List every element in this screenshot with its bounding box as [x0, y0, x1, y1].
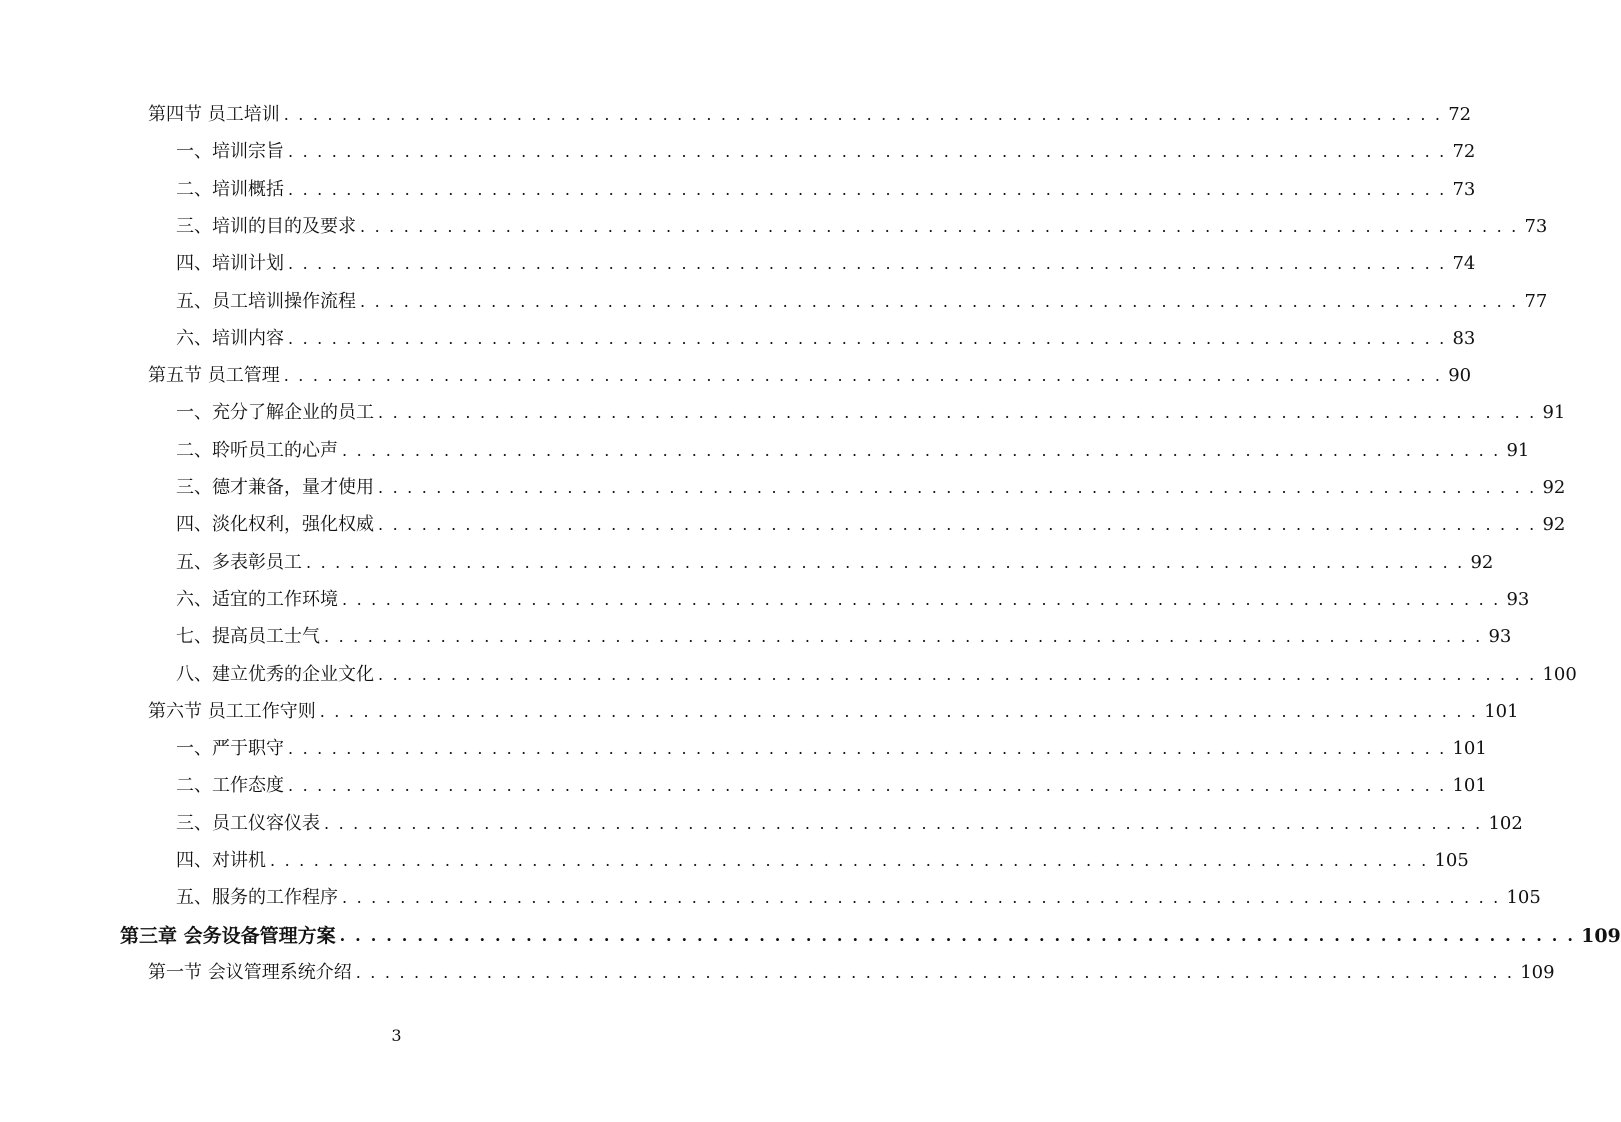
toc-entry-label: 六、适宜的工作环境: [176, 588, 338, 610]
toc-leader-dots: . . . . . . . . . . . . . . . . . . . . . . . . . . . . . . . . . . . . . . . . . . . . . . . . . . . . . . . . . . . . . . . . . . . . . . . . . . . . . . . .: [288, 776, 1447, 796]
toc-entry: [148, 100, 1472, 130]
toc-entry-label: 四、对讲机: [176, 850, 266, 871]
toc-entry-page: 72: [1448, 104, 1472, 125]
toc-entry-label: 第三章 会务设备管理方案: [120, 924, 336, 947]
toc-leader-dots: . . . . . . . . . . . . . . . . . . . . . . . . . . . . . . . . . . . . . . . . . . . . . . . . . . . . . . . . . . . . . . . . . . . . . . . . . . . . . . . .: [360, 216, 1519, 236]
toc-leader-dots: . . . . . . . . . . . . . . . . . . . . . . . . . . . . . . . . . . . . . . . . . . . . . . . . . . . . . . . . . . . . . . . . . . . . . . . . . . . . . . . .: [324, 627, 1483, 647]
toc-entry: [176, 324, 1476, 354]
toc-entry-page: 92: [1470, 551, 1494, 573]
toc-entry-page: 109: [1520, 961, 1555, 983]
toc-entry-label: 一、严于职守: [176, 738, 284, 760]
toc-entry: [176, 212, 1548, 242]
toc-entry: [176, 249, 1476, 279]
toc-entry: [176, 436, 1530, 466]
toc-leader-dots: . . . . . . . . . . . . . . . . . . . . . . . . . . . . . . . . . . . . . . . . . . . . . . . . . . . . . . . . . . . . . . . . . . . . . . . . . . . . . . . .: [283, 366, 1443, 386]
toc-entry: [176, 622, 1512, 652]
toc-leader-dots: . . . . . . . . . . . . . . . . . . . . . . . . . . . . . . . . . . . . . . . . . . . . . . . . . . . . . . . . . . . . . . . . . . . . . . . . . . . . . . . .: [360, 291, 1519, 311]
toc-entry-page: 77: [1524, 290, 1548, 312]
toc-entry-page: 74: [1452, 253, 1476, 275]
toc-entry-label: 六、培训内容: [176, 327, 284, 349]
toc-entry: [176, 883, 1541, 913]
toc-entry-page: 73: [1452, 178, 1476, 200]
toc-leader-dots: . . . . . . . . . . . . . . . . . . . . . . . . . . . . . . . . . . . . . . . . . . . . . . . . . . . . . . . . . . . . . . . . . . . . . . . . . . . . . . . .: [342, 589, 1501, 609]
toc-leader-dots: . . . . . . . . . . . . . . . . . . . . . . . . . . . . . . . . . . . . . . . . . . . . . . . . . . . . . . . . . . . . . . . . . . . . . . . . . . . . . . . .: [283, 105, 1443, 124]
toc-entry-label: 三、员工仪容仪表: [176, 812, 320, 834]
toc-entry: [176, 510, 1566, 540]
toc-entry: [176, 548, 1494, 578]
toc-entry-label: 五、多表彰员工: [176, 551, 302, 573]
toc-entry-page: 105: [1506, 887, 1541, 909]
toc-leader-dots: . . . . . . . . . . . . . . . . . . . . . . . . . . . . . . . . . . . . . . . . . . . . . . . . . . . . . . . . . . . . . . . . . . . . . . . . . . . . . . . .: [378, 664, 1537, 684]
toc-entry-label: 七、提高员工士气: [176, 626, 320, 648]
toc-entry: [176, 846, 1469, 876]
toc-leader-dots: . . . . . . . . . . . . . . . . . . . . . . . . . . . . . . . . . . . . . . . . . . . . . . . . . . . . . . . . . . . . . . . . . . . . . . . . . . . . . . . .: [324, 813, 1483, 833]
toc-entry: [176, 660, 1577, 690]
toc-entry-page: 93: [1506, 588, 1530, 610]
toc-leader-dots: . . . . . . . . . . . . . . . . . . . . . . . . . . . . . . . . . . . . . . . . . . . . . . . . . . . . . . . . . . . . . . . . . . . . . . . . . . . . . . . .: [288, 254, 1447, 274]
toc-leader-dots: . . . . . . . . . . . . . . . . . . . . . . . . . . . . . . . . . . . . . . . . . . . . . . . . . . . . . . . . . . . . . . . . . . . . . . . . . . . . . . . .: [342, 888, 1501, 908]
toc-entry: [176, 771, 1487, 801]
toc-entry-label: 四、淡化权利，强化权威: [176, 514, 374, 536]
toc-entry-page: 105: [1434, 850, 1469, 871]
toc-entry: [176, 287, 1548, 317]
toc-leader-dots: . . . . . . . . . . . . . . . . . . . . . . . . . . . . . . . . . . . . . . . . . . . . . . . . . . . . . . . . . . . . . . . . . . . . . . . . . . . . . . . .: [378, 515, 1537, 535]
toc-entry: [176, 734, 1487, 764]
toc-entry-label: 二、工作态度: [176, 775, 284, 797]
toc-entry: [120, 921, 1621, 951]
toc-leader-dots: . . . . . . . . . . . . . . . . . . . . . . . . . . . . . . . . . . . . . . . . . . . . . . . . . . . . . . . . . . . . . . . . . . . . . . . . . . . . . . . .: [378, 403, 1537, 423]
toc-entry-label: 第四节 员工培训: [148, 104, 280, 125]
toc-entry-page: 92: [1542, 514, 1566, 536]
toc-entry-label: 八、建立优秀的企业文化: [176, 663, 374, 685]
toc-entry-label: 一、充分了解企业的员工: [176, 402, 374, 424]
toc-leader-dots: . . . . . . . . . . . . . . . . . . . . . . . . . . . . . . . . . . . . . . . . . . . . . . . . . . . . . . . . . . . . . . . . . . . . . . . . . . . . . . . .: [288, 739, 1447, 759]
toc-entry: [176, 398, 1566, 428]
toc-entry: [148, 697, 1519, 727]
toc-leader-dots: . . . . . . . . . . . . . . . . . . . . . . . . . . . . . . . . . . . . . . . . . . . . . . . . . . . . . . . . . . . . . . . . . . . . . . . . . . . . . . . .: [288, 328, 1447, 348]
toc-entry: [176, 175, 1476, 205]
toc-entry: [176, 809, 1523, 839]
page-number: 3: [391, 1026, 402, 1045]
toc-entry-label: 三、培训的目的及要求: [176, 215, 356, 237]
toc-entry: [148, 958, 1555, 988]
toc-entry-label: 第五节 员工管理: [148, 365, 280, 387]
toc-entry-label: 三、德才兼备，量才使用: [176, 477, 374, 498]
toc-entry-page: 101: [1484, 700, 1519, 722]
toc-entry-page: 83: [1452, 327, 1476, 349]
toc-entry-label: 五、员工培训操作流程: [176, 290, 356, 312]
toc-entry: [148, 361, 1472, 391]
toc-leader-dots: . . . . . . . . . . . . . . . . . . . . . . . . . . . . . . . . . . . . . . . . . . . . . . . . . . . . . . . . . . . . . . . . . . . . . . . . . . . . . . . .: [355, 962, 1515, 982]
toc-entry-page: 101: [1452, 775, 1487, 797]
toc-entry-page: 109: [1581, 924, 1621, 947]
toc-entry: [176, 585, 1530, 615]
toc-entry-label: 二、培训概括: [176, 178, 284, 200]
toc-entry-page: 73: [1524, 215, 1548, 237]
toc-entry-label: 二、聆听员工的心声: [176, 439, 338, 461]
toc-entry-page: 91: [1542, 402, 1566, 424]
toc-entry-page: 102: [1488, 812, 1523, 834]
toc-entry-label: 一、培训宗旨: [176, 141, 284, 163]
toc-entry-label: 第一节 会议管理系统介绍: [148, 961, 352, 983]
toc-leader-dots: . . . . . . . . . . . . . . . . . . . . . . . . . . . . . . . . . . . . . . . . . . . . . . . . . . . . . . . . . . . . . . . . . . . . . . . . . . . . . . . .: [319, 701, 1479, 721]
toc-entry-label: 五、服务的工作程序: [176, 887, 338, 909]
toc-leader-dots: . . . . . . . . . . . . . . . . . . . . . . . . . . . . . . . . . . . . . . . . . . . . . . . . . . . . . . . . . . . . . . . . . . . . . . . . . . . . . . . .: [288, 179, 1447, 199]
toc-entry-label: 第六节 员工工作守则: [148, 700, 316, 722]
toc-entry-page: 72: [1452, 141, 1476, 163]
toc-leader-dots: . . . . . . . . . . . . . . . . . . . . . . . . . . . . . . . . . . . . . . . . . . . . . . . . . . . . . . . . . . . . . . . . . . . . . . . . . . . . . . . .: [378, 478, 1537, 497]
toc-entry-page: 92: [1542, 477, 1566, 498]
toc-entry-page: 101: [1452, 738, 1487, 760]
toc-entry-page: 90: [1448, 365, 1472, 387]
toc-entry: [176, 137, 1476, 167]
toc-entry-label: 四、培训计划: [176, 253, 284, 275]
toc-entry-page: 100: [1542, 663, 1577, 685]
toc-entry-page: 91: [1506, 439, 1530, 461]
toc-entry-page: 93: [1488, 626, 1512, 648]
toc-leader-dots: . . . . . . . . . . . . . . . . . . . . . . . . . . . . . . . . . . . . . . . . . . . . . . . . . . . . . . . . . . . . . . . . . . . . . . . . . . . . . . . .: [342, 440, 1501, 460]
toc-leader-dots: . . . . . . . . . . . . . . . . . . . . . . . . . . . . . . . . . . . . . . . . . . . . . . . . . . . . . . . . . . . . . . . . . . . . . . . . . . . . . . . .: [270, 851, 1429, 870]
toc-leader-dots: . . . . . . . . . . . . . . . . . . . . . . . . . . . . . . . . . . . . . . . . . . . . . . . . . . . . . . . . . . . . . . . . . . . . . . . . . . . . . . . .: [339, 925, 1576, 945]
toc-leader-dots: . . . . . . . . . . . . . . . . . . . . . . . . . . . . . . . . . . . . . . . . . . . . . . . . . . . . . . . . . . . . . . . . . . . . . . . . . . . . . . . .: [288, 142, 1447, 162]
toc-entry: [176, 473, 1566, 503]
toc-leader-dots: . . . . . . . . . . . . . . . . . . . . . . . . . . . . . . . . . . . . . . . . . . . . . . . . . . . . . . . . . . . . . . . . . . . . . . . . . . . . . . . .: [306, 552, 1465, 572]
